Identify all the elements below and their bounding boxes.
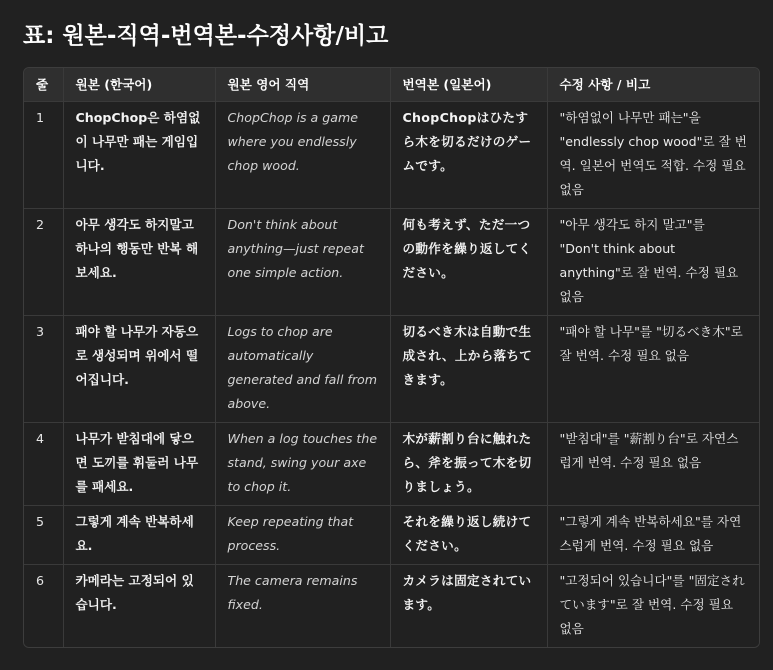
cell-english: Don't think about anything—just repeat one simple action. xyxy=(215,209,390,316)
header-notes: 수정 사항 / 비고 xyxy=(547,68,759,102)
cell-korean: 아무 생각도 하지말고 하나의 행동만 반복 해보세요. xyxy=(63,209,215,316)
cell-english: ChopChop is a game where you endlessly chop wood. xyxy=(215,102,390,209)
table-row xyxy=(24,316,759,423)
cell-line-number: 5 xyxy=(24,506,63,565)
cell-japanese: 何も考えず、ただ一つの動作を繰り返してください。 xyxy=(390,209,547,316)
cell-line-number: 2 xyxy=(24,209,63,316)
cell-note: "하염없이 나무만 패는"을 "endlessly chop wood"로 잘 번역. 일본어 번역도 적합. 수정 필요 없음 xyxy=(547,102,759,209)
cell-note: "패야 할 나무"를 "切るべき木"로 잘 번역. 수정 필요 없음 xyxy=(547,316,759,423)
header-original-korean: 원본 (한국어) xyxy=(63,68,215,102)
table-row xyxy=(24,506,759,565)
cell-line-number: 4 xyxy=(24,423,63,506)
cell-japanese: それを繰り返し続けてください。 xyxy=(390,506,547,565)
cell-note: "그렇게 계속 반복하세요"를 자연스럽게 번역. 수정 필요 없음 xyxy=(547,506,759,565)
table-row xyxy=(24,102,759,209)
cell-japanese: カメラは固定されています。 xyxy=(390,565,547,648)
cell-note: "고정되어 있습니다"를 "固定されています"로 잘 번역. 수정 필요 없음 xyxy=(547,565,759,648)
cell-line-number: 6 xyxy=(24,565,63,648)
table-row xyxy=(24,209,759,316)
cell-note: "아무 생각도 하지 말고"를 "Don't think about anything"로 잘 번역. 수정 필요 없음 xyxy=(547,209,759,316)
cell-english: Keep repeating that process. xyxy=(215,506,390,565)
cell-japanese: 切るべき木は自動で生成され、上から落ちてきます。 xyxy=(390,316,547,423)
cell-english: The camera remains fixed. xyxy=(215,565,390,648)
translation-table-container xyxy=(23,67,760,648)
cell-note: "받침대"를 "薪割り台"로 자연스럽게 번역. 수정 필요 없음 xyxy=(547,423,759,506)
cell-korean: 패야 할 나무가 자동으로 생성되며 위에서 떨어집니다. xyxy=(63,316,215,423)
header-line-number: 줄 xyxy=(24,68,63,102)
cell-line-number: 1 xyxy=(24,102,63,209)
cell-line-number: 3 xyxy=(24,316,63,423)
table-row xyxy=(24,565,759,648)
cell-japanese: 木が薪割り台に触れたら、斧を振って木を切りましょう。 xyxy=(390,423,547,506)
cell-english: When a log touches the stand, swing your axe to chop it. xyxy=(215,423,390,506)
header-japanese-translation: 번역본 (일본어) xyxy=(390,68,547,102)
cell-korean: 그렇게 계속 반복하세요. xyxy=(63,506,215,565)
table-header-row xyxy=(24,68,759,102)
cell-japanese: ChopChopはひたすら木を切るだけのゲームです。 xyxy=(390,102,547,209)
cell-korean: ChopChop은 하염없이 나무만 패는 게임입니다. xyxy=(63,102,215,209)
cell-korean: 나무가 받침대에 닿으면 도끼를 휘둘러 나무를 패세요. xyxy=(63,423,215,506)
header-english-literal: 원본 영어 직역 xyxy=(215,68,390,102)
cell-korean: 카메라는 고정되어 있습니다. xyxy=(63,565,215,648)
page-title: 표: 원본-직역-번역본-수정사항/비고 xyxy=(23,23,389,49)
translation-table xyxy=(24,68,759,647)
cell-english: Logs to chop are automatically generated and fall from above. xyxy=(215,316,390,423)
table-row xyxy=(24,423,759,506)
